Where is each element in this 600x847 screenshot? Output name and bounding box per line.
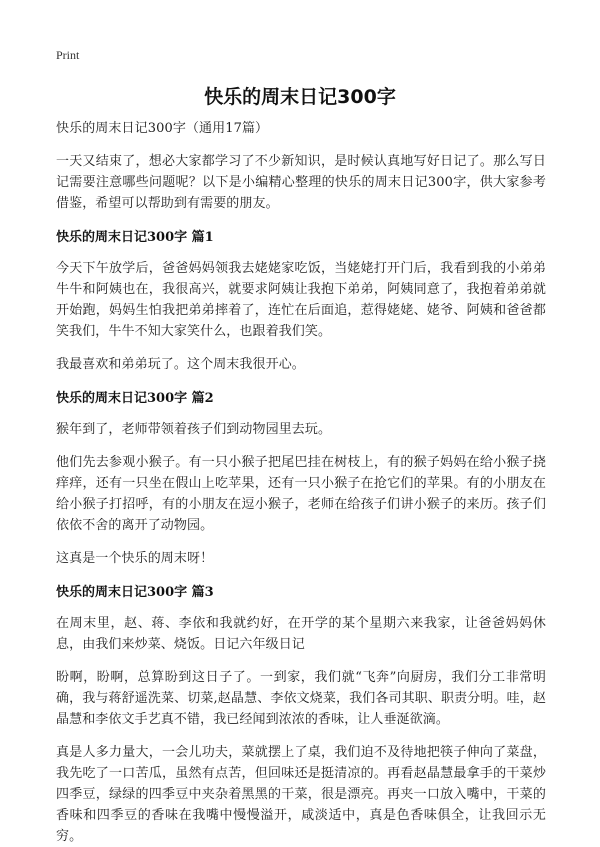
section-heading-2: 快乐的周末日记300字 篇2 <box>56 391 214 406</box>
section-2-paragraph-3: 这真是一个快乐的周末呀！ <box>56 551 214 566</box>
section-3-paragraph-1: 在周末里，赵、蒋、李依和我就约好，在开学的某个星期六来我家，让爸爸妈妈休息，由我们来炒菜、烧饭。日记六年级日记 <box>56 616 546 652</box>
section-3-paragraph-2: 盼啊，盼啊，总算盼到这日子了。一到家，我们就“飞奔”向厨房，我们分工非常明确，我与蒋舒遥洗菜、切菜,赵晶慧、李依文烧菜，我们各司其职、职责分明。哇，赵晶慧和李依文手艺真不错，我已经闻到浓浓的香味，让人垂涎欲滴。 <box>56 670 546 727</box>
article-intro: 一天又结束了，想必大家都学习了不少新知识，是时候认真地写好日记了。那么写日记需要注意哪些问题呢？以下是小编精心整理的快乐的周末日记300字，供大家参考借鉴，希望可以帮助到有需要的朋友。 <box>56 154 546 211</box>
section-2-paragraph-1: 猴年到了，老师带领着孩子们到动物园里去玩。 <box>56 422 332 437</box>
article-body <box>56 118 546 847</box>
print-link[interactable]: Print <box>56 48 80 62</box>
section-2-paragraph-2: 他们先去参观小猴子。有一只小猴子把尾巴挂在树枝上，有的猴子妈妈在给小猴子挠痒痒，还有一只坐在假山上吃苹果，还有一只小猴子在抢它们的苹果。有的小朋友在给小猴子打招呼，有的小朋友在逗小猴子，老师在给孩子们讲小猴子的来历。孩子们依依不舍的离开了动物园。 <box>56 455 546 533</box>
section-heading-1: 快乐的周末日记300字 篇1 <box>56 230 214 245</box>
section-1-paragraph-2: 我最喜欢和弟弟玩了。这个周末我很开心。 <box>56 357 305 372</box>
section-heading-3: 快乐的周末日记300字 篇3 <box>56 585 214 600</box>
article-subtitle: 快乐的周末日记300字（通用17篇） <box>56 121 269 136</box>
page-title: 快乐的周末日记300字 <box>204 86 396 108</box>
section-1-paragraph-1: 今天下午放学后，爸爸妈妈领我去姥姥家吃饭，当姥姥打开门后，我看到我的小弟弟牛牛和阿姨也在，我很高兴，就要求阿姨让我抱下弟弟，阿姨同意了，我抱着弟弟就开始跑，妈妈生怕我把弟弟摔着了，连忙在后面追，惹得姥姥、姥爷、阿姨和爸爸都笑我们，牛牛不知大家笑什么，也跟着我们笑。 <box>56 261 546 339</box>
section-3-paragraph-3: 真是人多力量大，一会儿功夫，菜就摆上了桌，我们迫不及待地把筷子伸向了菜盘，我先吃了一口苦瓜，虽然有点苦，但回味还是挺清凉的。再看赵晶慧最拿手的干菜炒四季豆，绿绿的四季豆中夹杂着黑黑的干菜，很是漂亮。再夹一口放入嘴中，干菜的香味和四季豆的香味在我嘴中慢慢溢开，咸淡适中，真是色香味俱全，让我回示无穷。 <box>56 745 546 844</box>
